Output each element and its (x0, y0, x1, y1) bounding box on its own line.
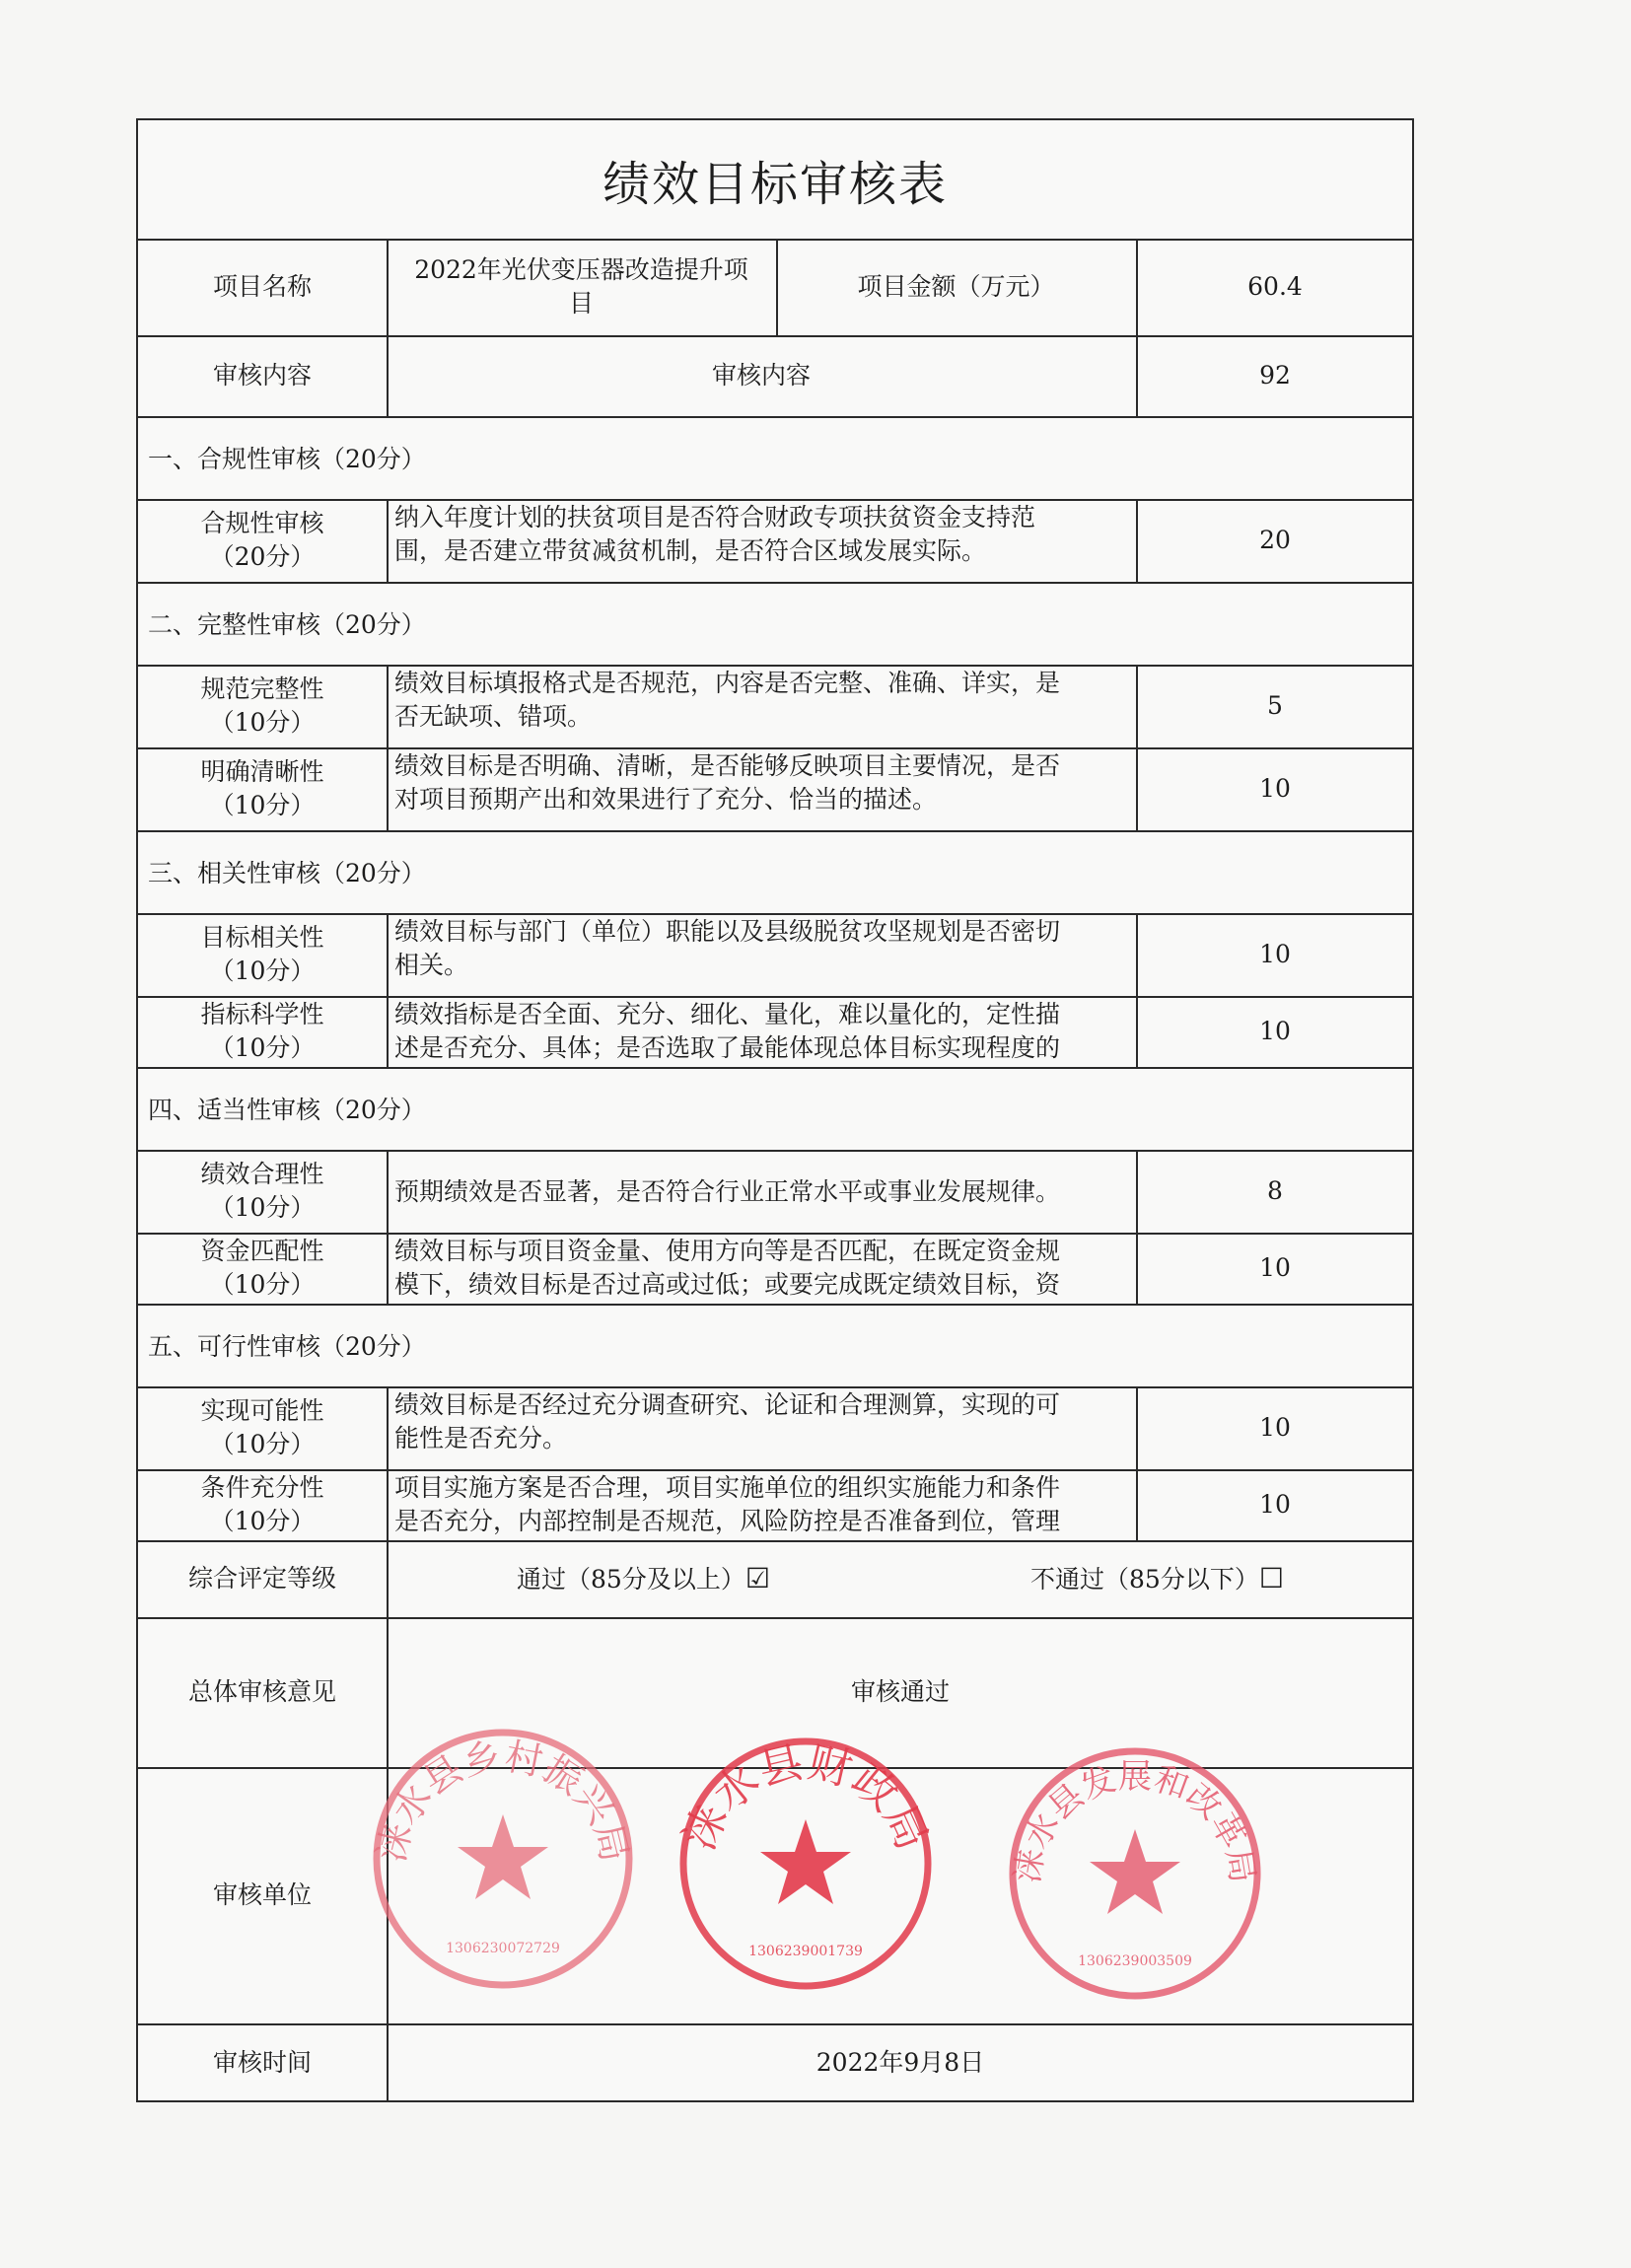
col-divider (387, 913, 389, 1067)
criterion-label (138, 1386, 387, 1469)
criterion-description-line: 能性是否充分。 (394, 1424, 568, 1453)
criterion-description-line: 模下，绩效目标是否过高或过低；或要完成既定绩效目标，资 (394, 1270, 1061, 1299)
criterion-score: 10 (1259, 1490, 1291, 1519)
project-amount-label: 项目金额（万元） (857, 272, 1055, 301)
criterion-label-line: （10分） (209, 1193, 316, 1222)
col-divider (387, 1540, 389, 1617)
review-content-value: 审核内容 (711, 361, 811, 390)
star-icon (760, 1819, 851, 1904)
criterion-label-line: （20分） (209, 542, 316, 571)
audit-time-label: 审核时间 (212, 2048, 312, 2077)
criterion-description (387, 913, 1136, 996)
criterion-description-line: 绩效目标是否经过充分调查研究、论证和合理测算，实现的可 (394, 1390, 1061, 1419)
criterion-score: 5 (1267, 691, 1283, 720)
criterion-description-line: 述是否充分、具体；是否选取了最能体现总体目标实现程度的 (394, 1033, 1061, 1062)
col-divider (1136, 499, 1138, 582)
rating-fail-option[interactable] (1030, 1562, 1284, 1596)
criterion-description (387, 996, 1136, 1067)
criterion-label-line: （10分） (209, 708, 316, 737)
criterion-label (138, 1233, 387, 1304)
criterion-label-line: 目标相关性 (200, 923, 324, 952)
rating-options (387, 1540, 1414, 1617)
criterion-description-line: 项目实施方案是否合理，项目实施单位的组织实施能力和条件 (394, 1473, 1061, 1502)
criterion-label-line: 绩效合理性 (200, 1160, 324, 1188)
criterion-label-line: 规范完整性 (200, 674, 324, 703)
criterion-description-line: 绩效目标与部门（单位）职能以及县级脱贫攻坚规划是否密切 (394, 917, 1061, 946)
criterion-score: 10 (1259, 940, 1291, 968)
rating-pass-label: 通过（85分及以上） (517, 1564, 745, 1594)
criterion-label (138, 913, 387, 996)
criterion-description-line: 相关。 (394, 951, 469, 979)
criterion-description-line: 预期绩效是否显著，是否符合行业正常水平或事业发展规律。 (394, 1177, 1061, 1206)
criterion-description (387, 499, 1136, 582)
opinion-value: 审核通过 (850, 1677, 950, 1706)
seal-arc-text: 涞水县发展和改革局 (1007, 1756, 1263, 1886)
review-content-label: 审核内容 (212, 361, 312, 390)
col-divider (387, 335, 389, 416)
criterion-description (387, 665, 1136, 747)
empty-checkbox-icon: ☐ (1258, 1561, 1284, 1595)
criterion-label (138, 1469, 387, 1540)
rating-fail-label: 不通过（85分以下） (1030, 1564, 1259, 1594)
rural-revitalization-bureau-seal (365, 1721, 641, 1997)
criterion-description-line: 围，是否建立带贫减贫机制，是否符合区域发展实际。 (394, 536, 987, 565)
col-divider (1136, 1150, 1138, 1304)
criterion-description-line: 纳入年度计划的扶贫项目是否符合财政专项扶贫资金支持范 (394, 503, 1036, 532)
col-divider (387, 2023, 389, 2102)
criterion-label-line: 指标科学性 (200, 1000, 324, 1028)
criterion-label-line: 资金匹配性 (200, 1237, 324, 1265)
criterion-label-line: 明确清晰性 (200, 757, 324, 786)
criterion-description (387, 1233, 1136, 1304)
seal-code: 1306239001739 (748, 1944, 863, 1959)
project-name-value (387, 239, 776, 335)
criterion-description-line: 绩效目标填报格式是否规范，内容是否完整、准确、详实，是 (394, 669, 1061, 697)
star-icon (1090, 1829, 1180, 1914)
section-heading: 五、可行性审核（20分） (148, 1332, 426, 1361)
development-reform-bureau-seal (1002, 1740, 1268, 2007)
opinion-label: 总体审核意见 (187, 1677, 336, 1706)
criterion-label-line: 合规性审核 (200, 509, 324, 537)
col-divider (1136, 1386, 1138, 1540)
checked-checkbox-icon: ☑ (745, 1561, 770, 1595)
criterion-label (138, 1150, 387, 1233)
criterion-score: 20 (1259, 526, 1291, 554)
criterion-description-line: 绩效目标是否明确、清晰，是否能够反映项目主要情况，是否 (394, 751, 1061, 780)
form-title: 绩效目标审核表 (138, 120, 1412, 241)
criterion-label-line: （10分） (209, 1270, 316, 1299)
criterion-description (387, 1469, 1136, 1540)
project-amount-value: 60.4 (1247, 272, 1303, 301)
section-heading: 三、相关性审核（20分） (148, 859, 426, 887)
rating-label: 综合评定等级 (187, 1564, 336, 1593)
col-divider (387, 239, 389, 335)
col-divider (387, 1386, 389, 1540)
total-score: 92 (1259, 361, 1291, 390)
criterion-description-line: 否无缺项、错项。 (394, 702, 593, 731)
criterion-label-line: （10分） (209, 1507, 316, 1535)
criterion-description-line: 绩效目标与项目资金量、使用方向等是否匹配，在既定资金规 (394, 1237, 1061, 1265)
project-name-label: 项目名称 (212, 272, 312, 301)
criterion-description (387, 747, 1136, 830)
seal-arc-text: 涞水县乡村振兴局 (369, 1734, 637, 1867)
star-icon (458, 1814, 548, 1899)
project-name-line-1: 2022年光伏变压器改造提升项 (414, 255, 748, 284)
criterion-description-line: 绩效指标是否全面、充分、细化、量化，难以量化的，定性描 (394, 1000, 1061, 1028)
project-name-line-2: 目 (568, 289, 594, 318)
col-divider (1136, 665, 1138, 830)
col-divider (387, 1150, 389, 1304)
criterion-label (138, 747, 387, 830)
criterion-score: 10 (1259, 1413, 1291, 1442)
section-heading: 二、完整性审核（20分） (148, 610, 426, 639)
criterion-label-line: 条件充分性 (200, 1473, 324, 1502)
col-divider (387, 499, 389, 582)
criterion-score: 10 (1259, 1253, 1291, 1282)
seal-code: 1306239003509 (1078, 1953, 1192, 1969)
criterion-score: 10 (1259, 1017, 1291, 1045)
criterion-label-line: （10分） (209, 957, 316, 985)
col-divider (1136, 239, 1138, 335)
rating-pass-option[interactable] (517, 1562, 770, 1596)
criterion-description (387, 1386, 1136, 1469)
seal-arc-text: 涞水县财政局 (674, 1736, 938, 1858)
criterion-label (138, 996, 387, 1067)
seal-code: 1306230072729 (446, 1941, 560, 1956)
section-heading: 四、适当性审核（20分） (148, 1096, 426, 1124)
audit-time-value: 2022年9月8日 (816, 2048, 985, 2077)
col-divider (776, 239, 778, 335)
criterion-label-line: （10分） (209, 1430, 316, 1458)
criterion-label (138, 665, 387, 747)
criterion-score: 8 (1267, 1176, 1283, 1205)
section-heading: 一、合规性审核（20分） (148, 445, 426, 473)
col-divider (387, 665, 389, 830)
finance-bureau-seal (673, 1731, 939, 1997)
criterion-description-line: 是否充分，内部控制是否规范，风险防控是否准备到位，管理 (394, 1507, 1061, 1535)
criterion-label-line: （10分） (209, 791, 316, 819)
criterion-label-line: （10分） (209, 1033, 316, 1062)
col-divider (1136, 335, 1138, 416)
col-divider (1136, 913, 1138, 1067)
criterion-score: 10 (1259, 774, 1291, 803)
audit-unit-label: 审核单位 (212, 1880, 312, 1909)
criterion-label (138, 499, 387, 582)
criterion-label-line: 实现可能性 (200, 1396, 324, 1425)
criterion-description-line: 对项目预期产出和效果进行了充分、恰当的描述。 (394, 785, 938, 814)
criterion-description (387, 1150, 1136, 1233)
